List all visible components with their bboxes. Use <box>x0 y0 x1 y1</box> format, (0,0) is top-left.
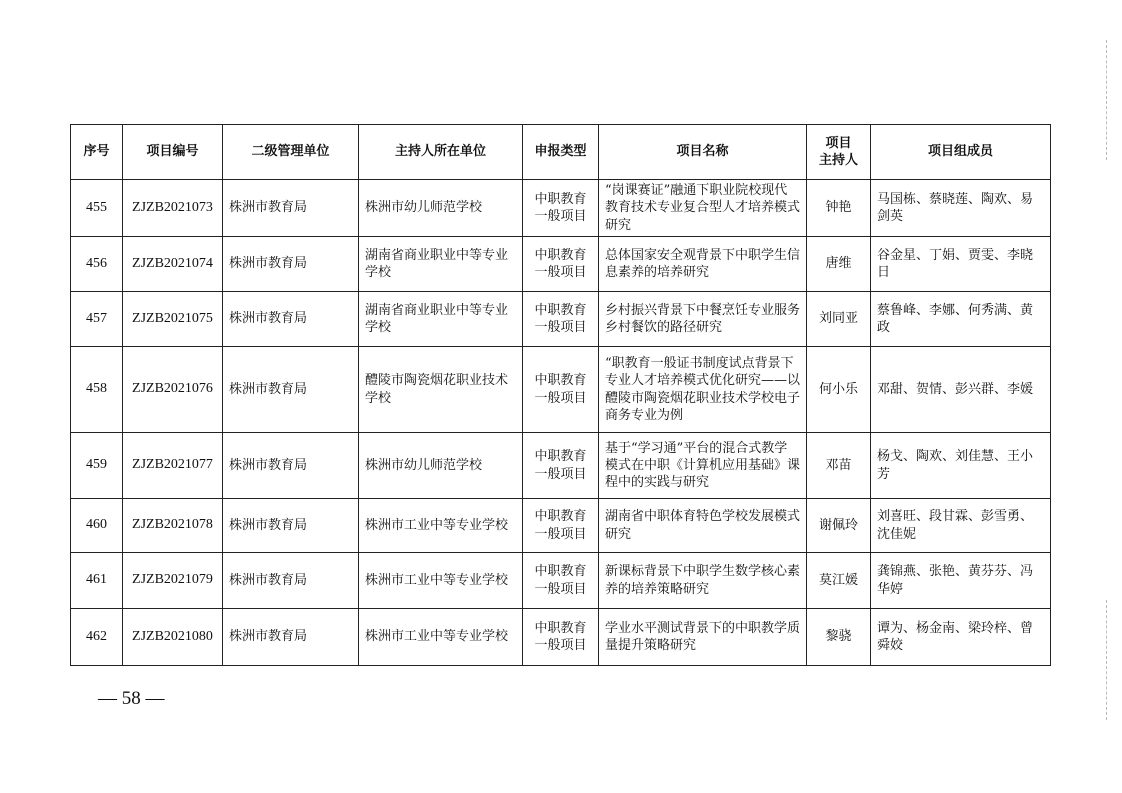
cell-name: 基于“学习通”平台的混合式教学模式在中职《计算机应用基础》课程中的实践与研究 <box>599 433 807 499</box>
binding-edge-mark <box>1106 600 1108 720</box>
cell-members: 谷金星、丁娟、贾雯、李晓日 <box>871 237 1051 292</box>
cell-admin: 株洲市教育局 <box>223 347 359 433</box>
cell-type: 中职教育一般项目 <box>523 237 599 292</box>
cell-name: 总体国家安全观背景下中职学生信息素养的培养研究 <box>599 237 807 292</box>
cell-seq: 462 <box>71 609 123 666</box>
cell-leader: 邓苗 <box>807 433 871 499</box>
cell-leader: 何小乐 <box>807 347 871 433</box>
table-row <box>71 347 1051 433</box>
cell-seq: 459 <box>71 433 123 499</box>
table-row <box>71 180 1051 237</box>
cell-type: 中职教育一般项目 <box>523 609 599 666</box>
cell-code: ZJZB2021078 <box>123 499 223 553</box>
cell-unit: 醴陵市陶瓷烟花职业技术学校 <box>359 347 523 433</box>
header-members: 项目组成员 <box>871 125 1051 180</box>
cell-unit: 湖南省商业职业中等专业学校 <box>359 292 523 347</box>
cell-code: ZJZB2021075 <box>123 292 223 347</box>
cell-type: 中职教育一般项目 <box>523 180 599 237</box>
cell-type: 中职教育一般项目 <box>523 292 599 347</box>
cell-code: ZJZB2021079 <box>123 553 223 609</box>
cell-seq: 461 <box>71 553 123 609</box>
cell-members: 谭为、杨金南、梁玲梓、曾舜姣 <box>871 609 1051 666</box>
header-seq: 序号 <box>71 125 123 180</box>
cell-code: ZJZB2021074 <box>123 237 223 292</box>
cell-leader: 谢佩玲 <box>807 499 871 553</box>
cell-name: 学业水平测试背景下的中职教学质量提升策略研究 <box>599 609 807 666</box>
cell-type: 中职教育一般项目 <box>523 433 599 499</box>
cell-seq: 457 <box>71 292 123 347</box>
cell-members: 邓甜、贺情、彭兴群、李媛 <box>871 347 1051 433</box>
table-row <box>71 292 1051 347</box>
cell-type: 中职教育一般项目 <box>523 347 599 433</box>
cell-unit: 株洲市工业中等专业学校 <box>359 499 523 553</box>
cell-members: 蔡鲁峰、李娜、何秀满、黄政 <box>871 292 1051 347</box>
cell-leader: 唐维 <box>807 237 871 292</box>
cell-leader: 刘同亚 <box>807 292 871 347</box>
binding-edge-mark <box>1106 40 1108 160</box>
cell-name: “岗课赛证”融通下职业院校现代教育技术专业复合型人才培养模式研究 <box>599 180 807 237</box>
cell-code: ZJZB2021080 <box>123 609 223 666</box>
cell-leader: 黎骁 <box>807 609 871 666</box>
project-table <box>70 124 1051 666</box>
cell-admin: 株洲市教育局 <box>223 237 359 292</box>
cell-unit: 湖南省商业职业中等专业学校 <box>359 237 523 292</box>
cell-code: ZJZB2021077 <box>123 433 223 499</box>
cell-leader: 莫江媛 <box>807 553 871 609</box>
cell-code: ZJZB2021076 <box>123 347 223 433</box>
cell-code: ZJZB2021073 <box>123 180 223 237</box>
cell-unit: 株洲市工业中等专业学校 <box>359 553 523 609</box>
cell-name: “职教育一般证书制度试点背景下专业人才培养模式优化研究——以醴陵市陶瓷烟花职业技术学校电子商务专业为例 <box>599 347 807 433</box>
cell-members: 马国栋、蔡晓莲、陶欢、易剑英 <box>871 180 1051 237</box>
cell-type: 中职教育一般项目 <box>523 553 599 609</box>
cell-name: 乡村振兴背景下中餐烹饪专业服务乡村餐饮的路径研究 <box>599 292 807 347</box>
header-code: 项目编号 <box>123 125 223 180</box>
page-number: — 58 — <box>98 688 165 709</box>
cell-members: 杨戈、陶欢、刘佳慧、王小芳 <box>871 433 1051 499</box>
cell-name: 湖南省中职体育特色学校发展模式研究 <box>599 499 807 553</box>
header-admin: 二级管理单位 <box>223 125 359 180</box>
cell-admin: 株洲市教育局 <box>223 433 359 499</box>
header-leader: 项目 主持人 <box>807 125 871 180</box>
cell-admin: 株洲市教育局 <box>223 292 359 347</box>
table-row <box>71 553 1051 609</box>
cell-admin: 株洲市教育局 <box>223 553 359 609</box>
cell-seq: 455 <box>71 180 123 237</box>
cell-admin: 株洲市教育局 <box>223 180 359 237</box>
cell-members: 龚锦燕、张艳、黄芬芬、冯华婷 <box>871 553 1051 609</box>
cell-type: 中职教育一般项目 <box>523 499 599 553</box>
table-row <box>71 237 1051 292</box>
cell-unit: 株洲市幼儿师范学校 <box>359 433 523 499</box>
cell-seq: 460 <box>71 499 123 553</box>
cell-admin: 株洲市教育局 <box>223 609 359 666</box>
cell-unit: 株洲市工业中等专业学校 <box>359 609 523 666</box>
table-row <box>71 433 1051 499</box>
table-row <box>71 499 1051 553</box>
cell-unit: 株洲市幼儿师范学校 <box>359 180 523 237</box>
header-type: 申报类型 <box>523 125 599 180</box>
header-unit: 主持人所在单位 <box>359 125 523 180</box>
cell-leader: 钟艳 <box>807 180 871 237</box>
header-name: 项目名称 <box>599 125 807 180</box>
cell-seq: 456 <box>71 237 123 292</box>
table-row <box>71 609 1051 666</box>
table-header-row <box>71 125 1051 180</box>
cell-members: 刘喜旺、段甘霖、彭雪勇、沈佳妮 <box>871 499 1051 553</box>
cell-seq: 458 <box>71 347 123 433</box>
cell-name: 新课标背景下中职学生数学核心素养的培养策略研究 <box>599 553 807 609</box>
cell-admin: 株洲市教育局 <box>223 499 359 553</box>
